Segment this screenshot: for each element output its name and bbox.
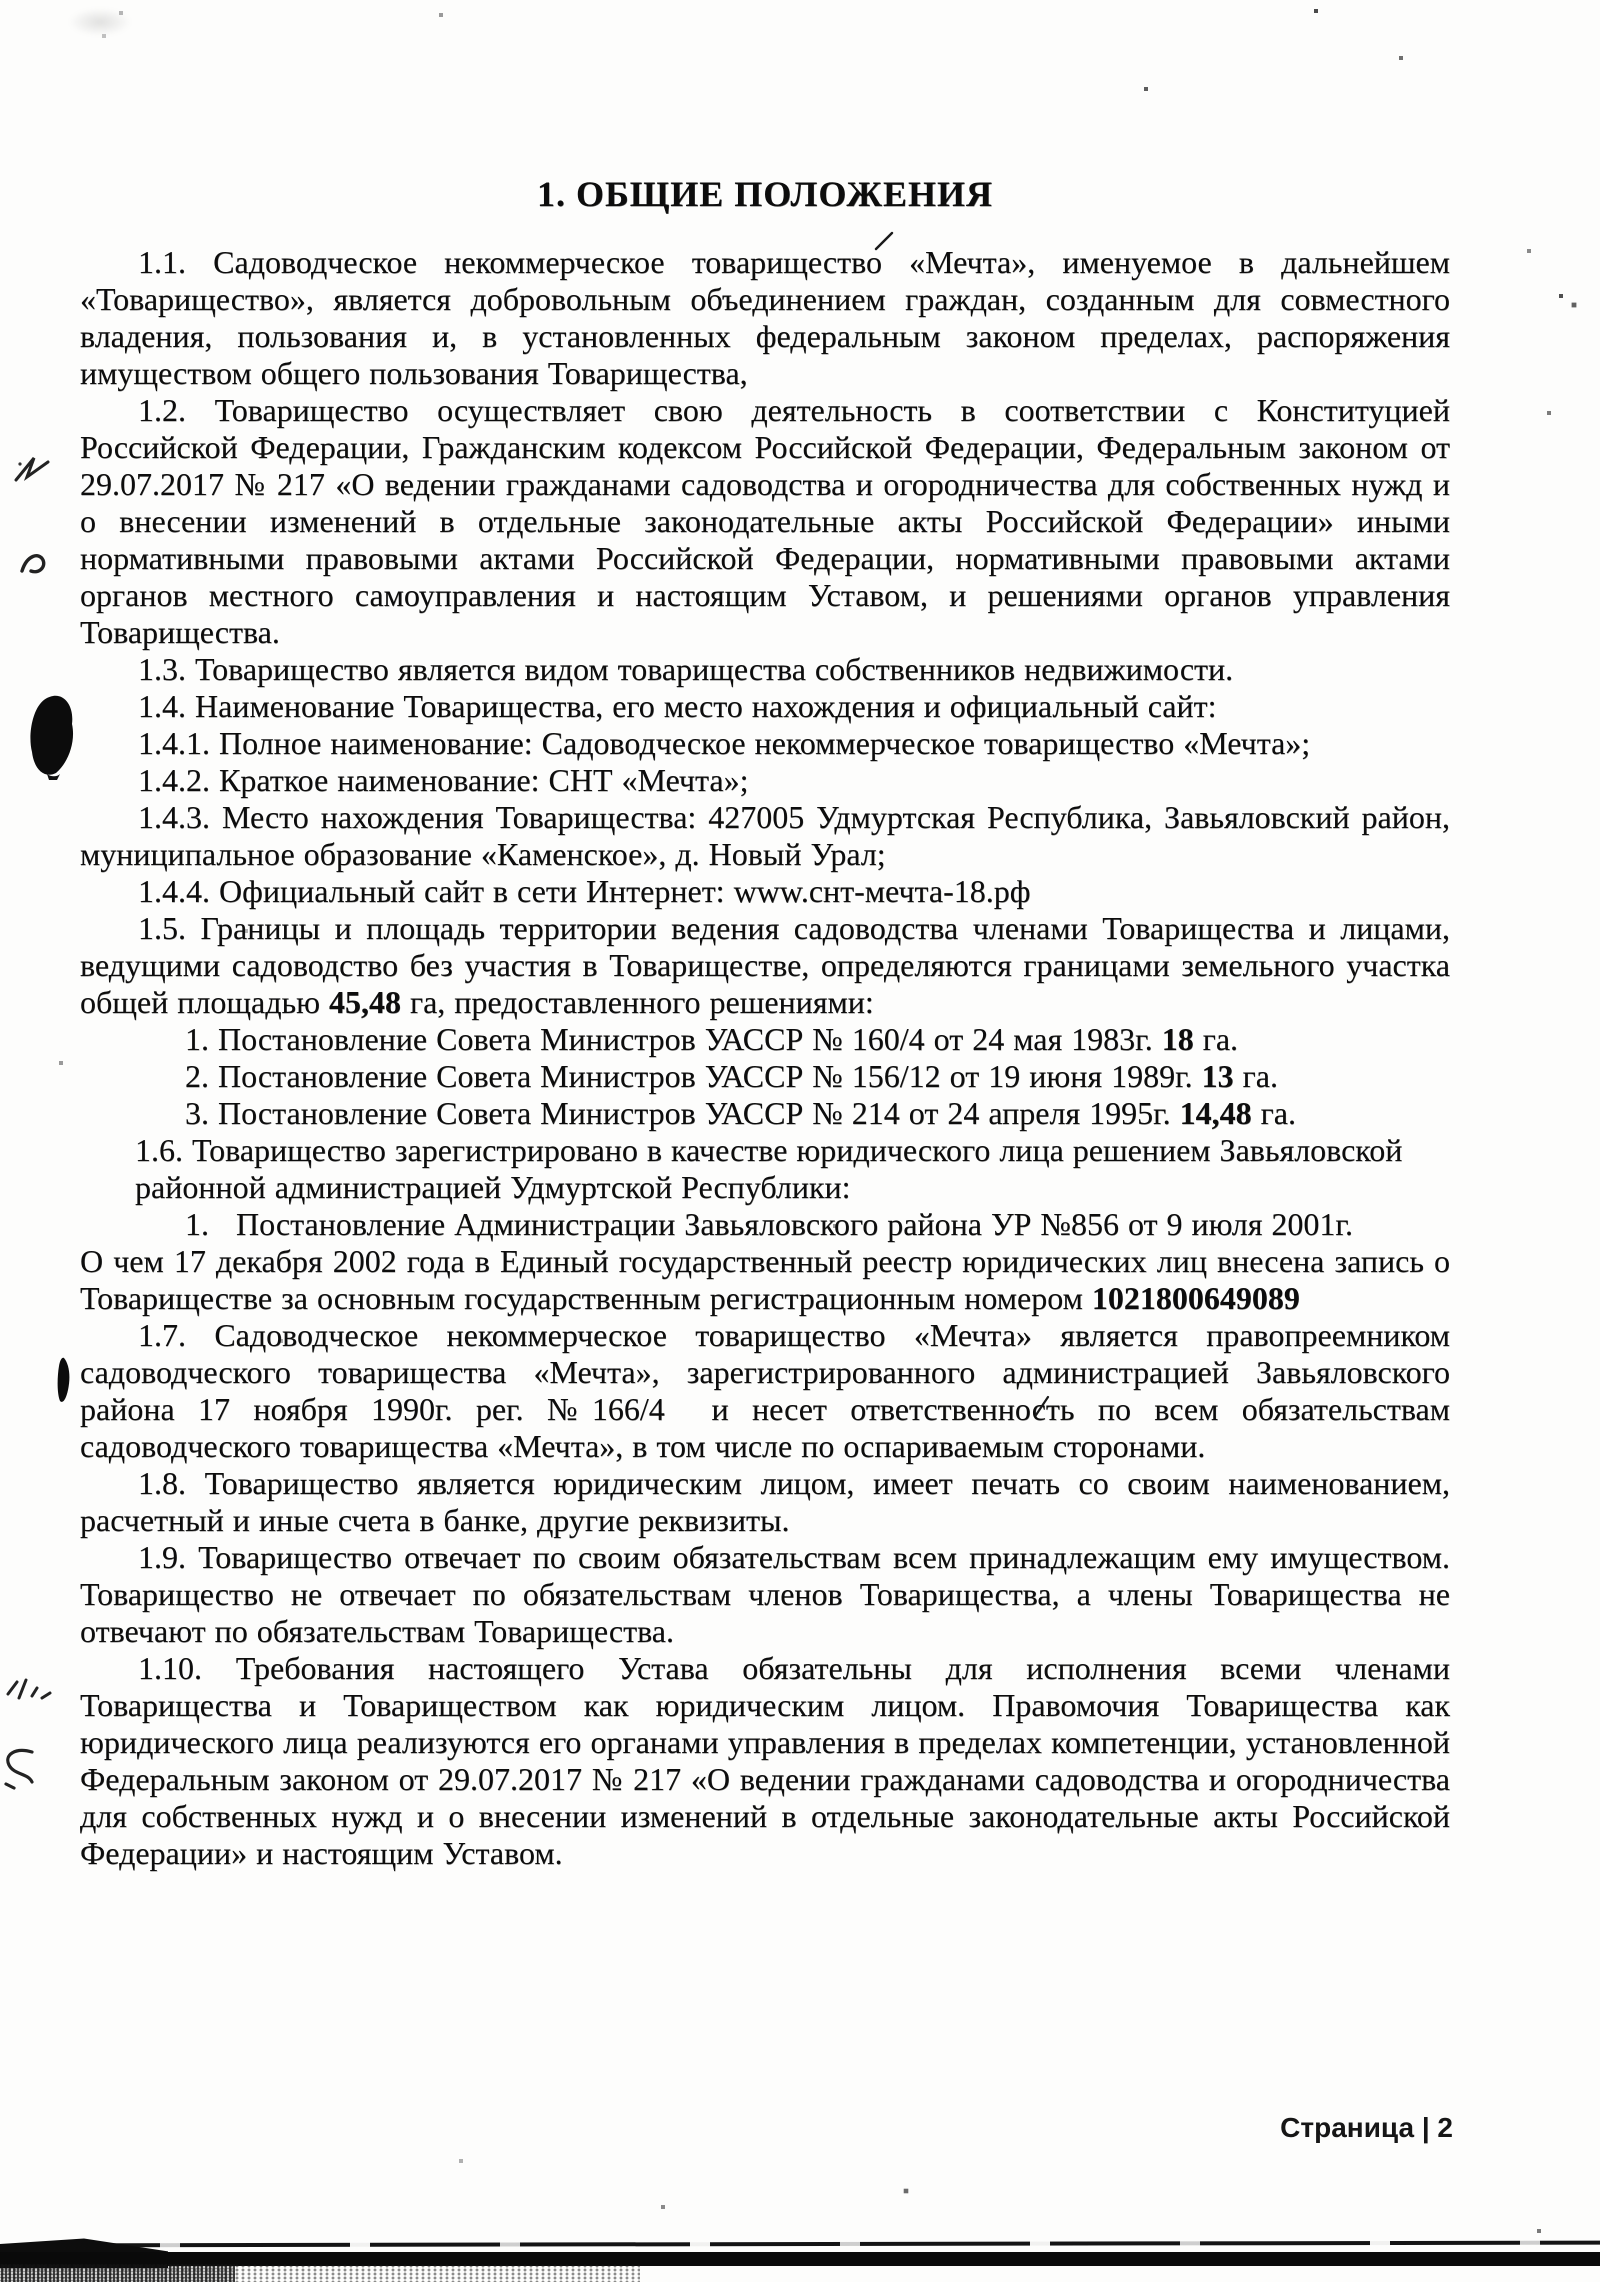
paragraph: 1.9. Товарищество отвечает по своим обязательствам всем принадлежащим ему имуществом. Товарищество не отвечает по обязательствам членов Товарищества, а члены Товарищества не отвечают по обязательствам Товарищества. [80,1539,1450,1649]
pen-scribble-mark [12,450,54,488]
ink-dash-mark [54,1356,74,1406]
pen-scribble-mark [0,1744,44,1792]
paragraph: 1.4.1. Полное наименование: Садоводческое некоммерческое товарищество «Мечта»; [138,725,1311,761]
paragraph: 1.8. Товарищество является юридическим лицом, имеет печать со своим наименованием, расчетный и иные счета в банке, другие реквизиты. [80,1465,1450,1538]
scan-edge-thin-line [30,2241,1600,2248]
paragraph: 1. Постановление Администрации Завьяловского района УР №856 от 9 июля 2001г. [185,1206,1353,1242]
paragraph: 1.4.4. Официальный сайт в сети Интернет: www.снт-мечта-18.рф [138,873,1031,909]
scan-noise-speckles [0,2264,235,2282]
paragraph: О чем 17 декабря 2002 года в Единый государственный реестр юридических лиц внесена запись о Товариществе за основным государственным регистрационным номером 1021800649089 [80,1243,1450,1316]
paragraph: 1.6. Товарищество зарегистрировано в качестве юридического лица решением Завьяловской районной администрацией Удмуртской Республики: [135,1132,1403,1205]
paragraph: 1.1. Садоводческое некоммерческое товарищество «Мечта», именуемое в дальнейшем «Товарищество», является добровольным объединением граждан, созданным для совместного владения, пользования и, в установленных федеральным законом пределах, распоряжения имуществом общего пользования Товарищества, [80,244,1450,391]
pen-squiggle-mark [18,545,56,581]
paragraph: 1.4.3. Место нахождения Товарищества: 427005 Удмуртская Республика, Завьяловский район, муниципальное образование «Каменское», д. Новый Урал; [80,799,1450,872]
scan-speckles [0,0,2,2]
section-title: 1. ОБЩИЕ ПОЛОЖЕНИЯ [536,174,994,214]
page-number-footer: Страница | 2 [1280,2112,1453,2143]
pen-tick-mark [1033,1394,1053,1418]
document-text-block [80,0,1450,1872]
paragraph: 1.7. Садоводческое некоммерческое товарищество «Мечта» является правопреемником садоводческого товарищества «Мечта», зарегистрированного администрацией Завьяловского района 17 ноября 1990г. рег. №166/4 и несет ответственность по всем обязательствам садоводческого товарищества «Мечта», в том числе по оспариваемым сторонами. [80,1317,1450,1464]
paragraph: 1.4.2. Краткое наименование: СНТ «Мечта»; [138,762,749,798]
paragraph: 3. Постановление Совета Министров УАССР № 214 от 24 апреля 1995г. 14,48 га. [185,1095,1296,1131]
paragraph: 1. Постановление Совета Министров УАССР № 160/4 от 24 мая 1983г. 18 га. [185,1021,1239,1057]
document-body [80,244,1450,1872]
paragraph: 1.3. Товарищество является видом товарищества собственников недвижимости. [138,651,1234,687]
paragraph: 1.10. Требования настоящего Устава обязательны для исполнения всеми членами Товарищества и Товариществом как юридическим лицом. Правомочия Товарищества как юридического лица реализуются его органами управления в пределах компетенции, установленной Федеральным законом от 29.07.2017 № 217 «О ведении гражданами садоводства и огородничества для собственных нужд и о внесении изменений в отдельные законодательные акты Российской Федерации» и настоящим Уставом. [80,1650,1450,1871]
paragraph: 1.5. Границы и площадь территории ведения садоводства членами Товарищества и лицами, ведущими садоводство без участия в Товариществе, определяются границами земельного участка общей площадью 45,48 га, предоставленного решениями: [80,910,1450,1020]
ink-blot-mark [27,694,79,780]
paragraph: 1.2. Товарищество осуществляет свою деятельность в соответствии с Конституцией Российской Федерации, Гражданским кодексом Российской Федерации, Федеральным законом от 29.07.2017 № 217 «О ведении гражданами садоводства и огородничества для собственных нужд и о внесении изменений в отдельные законодательные акты Российской Федерации» иными нормативными правовыми актами Российской Федерации, нормативными правовыми актами органов местного самоуправления и настоящим Уставом, и решениями органов управления Товарищества. [80,392,1450,650]
paragraph: 1.4. Наименование Товарищества, его место нахождения и официальный сайт: [138,688,1217,724]
pen-scribble-mark [4,1666,56,1706]
pen-tick-mark [873,230,897,252]
paragraph: 2. Постановление Совета Министров УАССР № 156/12 от 19 июня 1989г. 13 га. [185,1058,1278,1094]
